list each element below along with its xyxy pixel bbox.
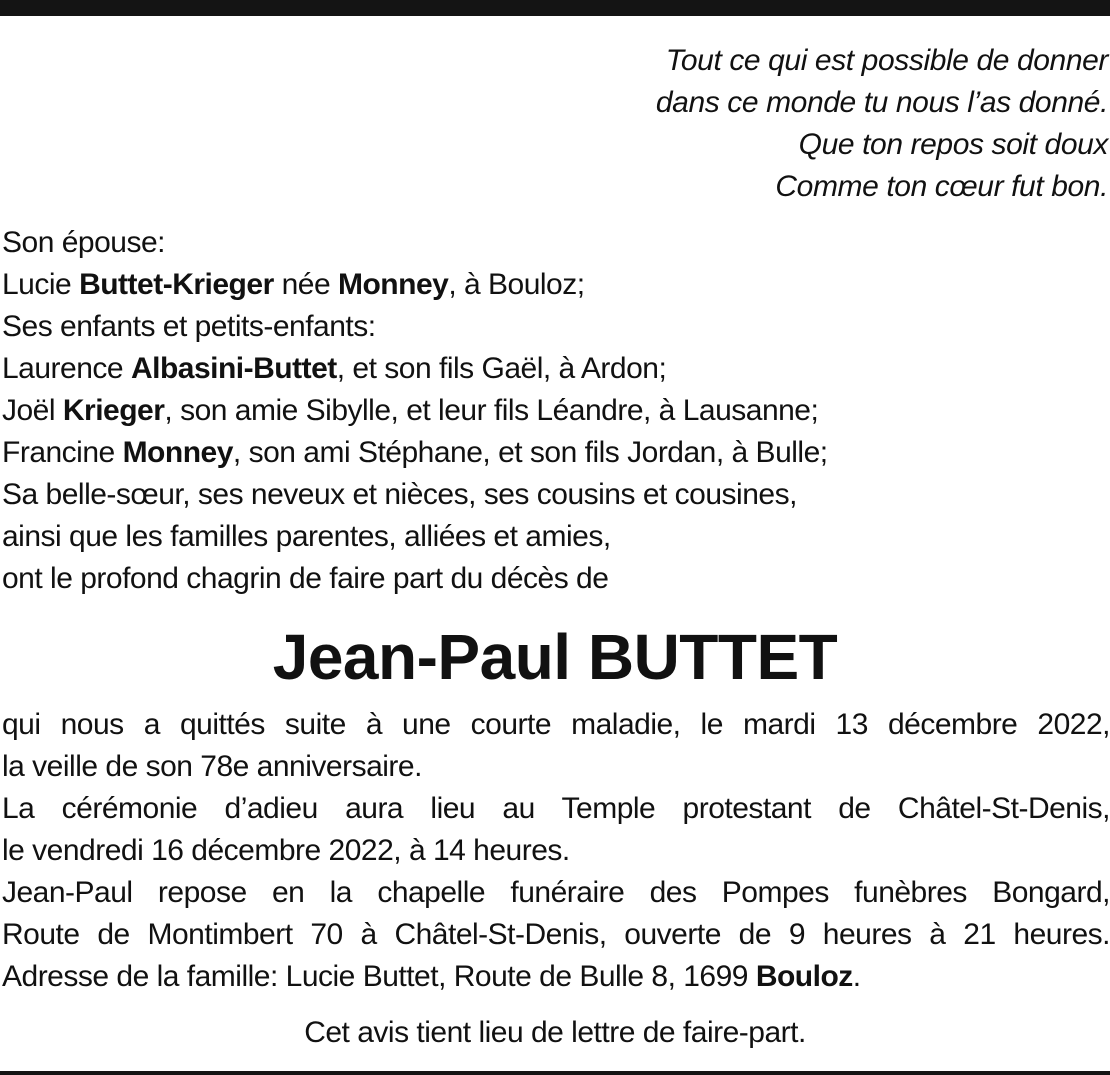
deceased-name: Jean-Paul BUTTET (272, 621, 838, 693)
details-line: qui nous a quittés suite à une courte maladie, le mardi 13 décembre 2022, (2, 708, 1110, 741)
spouse-maiden-name: Monney (337, 268, 449, 301)
child-line: Francine Monney, son ami Stéphane, et son fils Jordan, à Bulle; (2, 436, 828, 469)
child-line: Laurence Albasini-Buttet, et son fils Gaël, à Ardon; (2, 352, 667, 385)
child-surname: Krieger (62, 394, 165, 427)
relatives-line: ainsi que les familles parentes, alliées et amies, (2, 520, 611, 553)
poem-line: Que ton repos soit doux (798, 128, 1108, 161)
poem-line: Comme ton cœur fut bon. (775, 170, 1108, 203)
details-line: le vendredi 16 décembre 2022, à 14 heures. (2, 834, 570, 867)
relatives-line: Sa belle-sœur, ses neveux et nièces, ses cousins et cousines, (2, 478, 797, 511)
details-line: La cérémonie d’adieu aura lieu au Temple protestant de Châtel-St-Denis, (2, 792, 1110, 825)
spouse-line: Lucie Buttet-Krieger née Monney, à Bouloz; (2, 268, 585, 301)
epigraph-poem (408, 40, 1108, 208)
child-surname: Monney (122, 436, 233, 469)
details-line: Jean-Paul repose en la chapelle funéraire des Pompes funèbres Bongard, (2, 876, 1110, 909)
child-line: Joël Krieger, son amie Sibylle, et leur fils Léandre, à Lausanne; (2, 394, 819, 427)
bottom-border-rule (0, 1071, 1110, 1075)
closing-note: Cet avis tient lieu de lettre de faire-part. (304, 1016, 806, 1049)
spouse-surname: Buttet-Krieger (79, 268, 274, 301)
relatives-line: ont le profond chagrin de faire part du décès de (2, 562, 609, 595)
details-line: la veille de son 78e anniversaire. (2, 750, 422, 783)
poem-line: Tout ce qui est possible de donner (665, 44, 1108, 77)
spouse-heading: Son épouse: (2, 226, 165, 259)
children-heading: Ses enfants et petits-enfants: (2, 310, 376, 343)
top-border-rule (0, 0, 1110, 16)
ceremony-details (2, 704, 1110, 998)
details-line: Route de Montimbert 70 à Châtel-St-Denis, ouverte de 9 heures à 21 heures. (2, 918, 1110, 951)
child-surname: Albasini-Buttet (130, 352, 337, 385)
family-announcement (2, 222, 1102, 600)
poem-line: dans ce monde tu nous l’as donné. (655, 86, 1108, 119)
family-address: Adresse de la famille: Lucie Buttet, Route de Bulle 8, 1699 Bouloz. (2, 960, 861, 993)
address-town: Bouloz (755, 960, 853, 993)
